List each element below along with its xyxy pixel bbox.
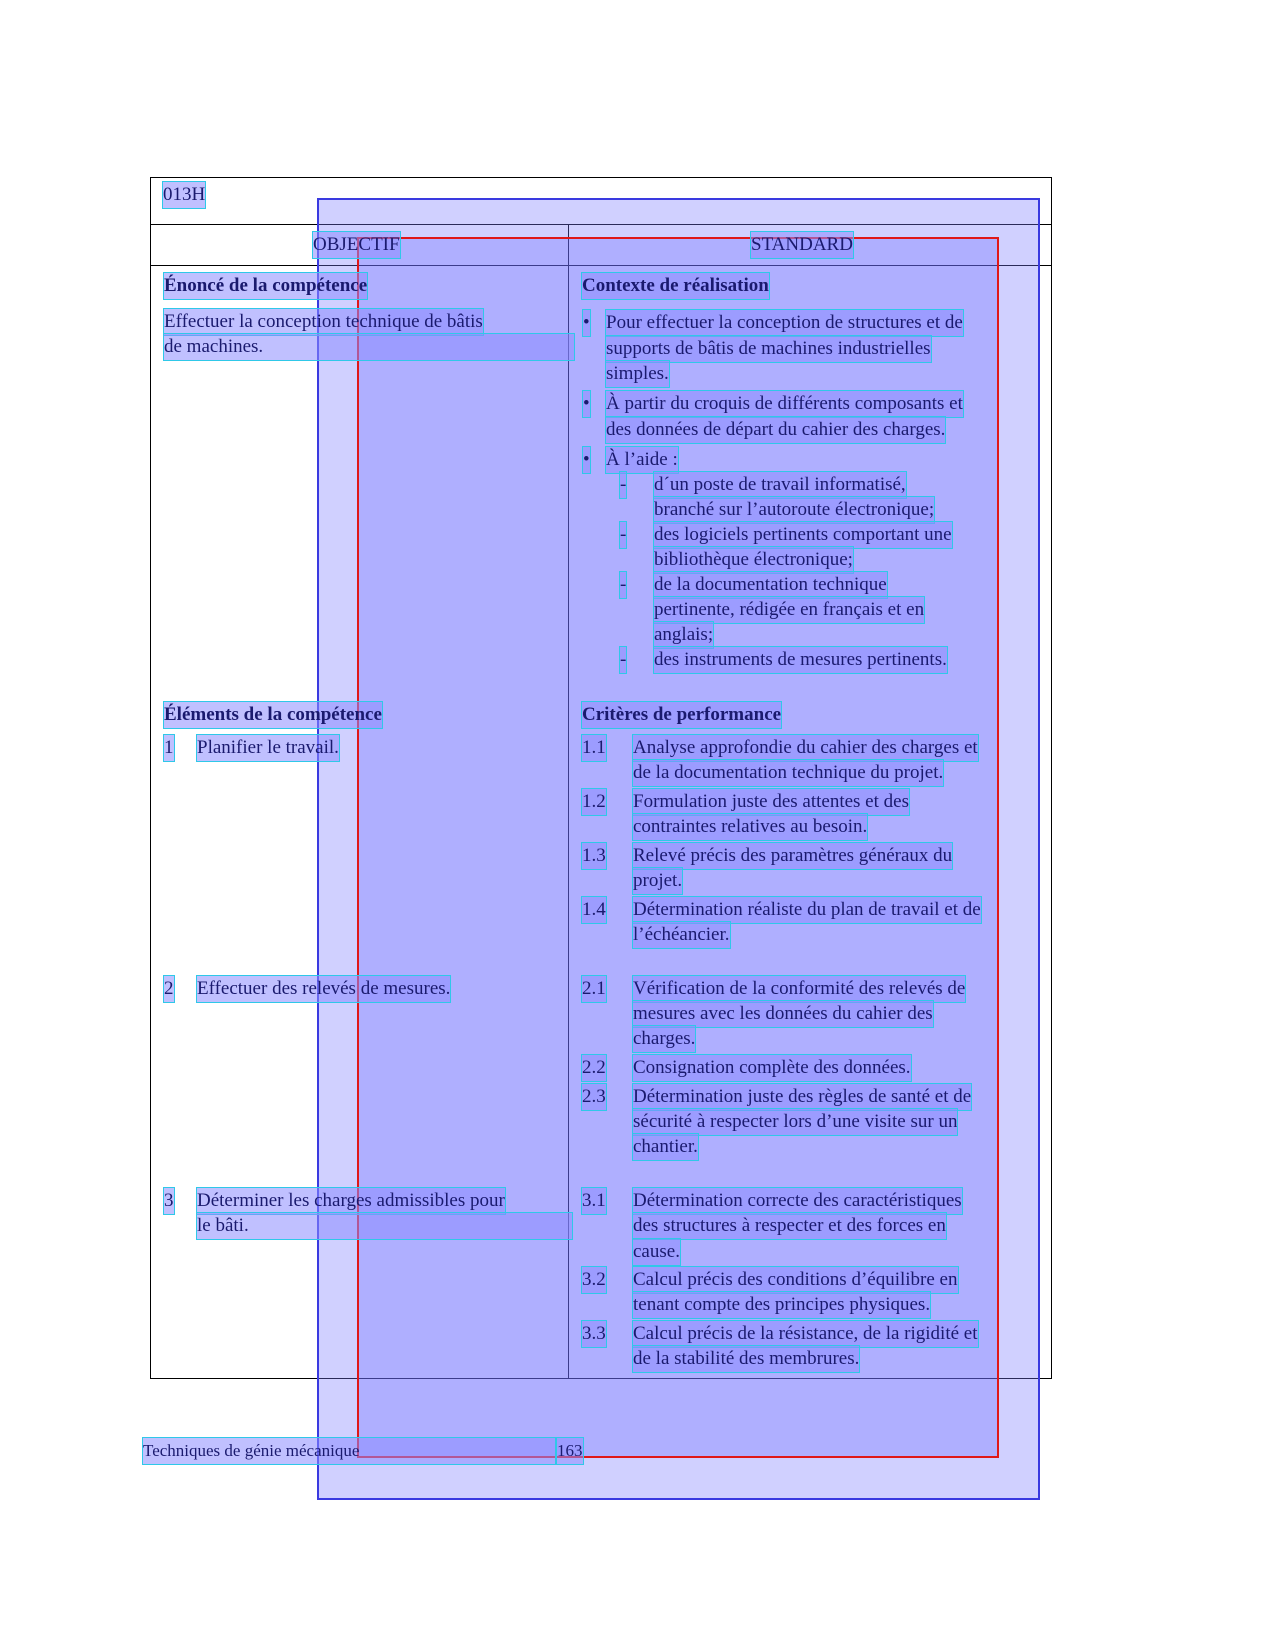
element-3-line-2: le bâti. xyxy=(197,1213,572,1239)
contexte-s1-line-1: d´un poste de travail informatisé, xyxy=(654,472,906,498)
contexte-b1-line-1: Pour effectuer la conception de structures et de xyxy=(606,310,963,336)
contexte-s4-line-1: des instruments de mesures pertinents. xyxy=(654,647,947,673)
critere-1-2-line-2: contraintes relatives au besoin. xyxy=(633,814,867,840)
column-header-standard: STANDARD xyxy=(751,232,853,258)
critere-number: 2.3 xyxy=(582,1084,606,1110)
critere-1-2-line-1: Formulation juste des attentes et des xyxy=(633,789,909,815)
contexte-s3-line-3: anglais; xyxy=(654,622,713,648)
critere-1-3-line-1: Relevé précis des paramètres généraux du xyxy=(633,843,952,869)
enonce-title: Énoncé de la compétence xyxy=(164,273,367,299)
critere-2-1-line-3: charges. xyxy=(633,1026,695,1052)
bullet-marker: • xyxy=(583,310,590,336)
elements-title: Éléments de la compétence xyxy=(164,702,382,728)
critere-3-1-line-3: cause. xyxy=(633,1239,680,1265)
contexte-s2-line-2: bibliothèque électronique; xyxy=(654,547,853,573)
critere-number: 3.3 xyxy=(582,1321,606,1347)
competence-code: 013H xyxy=(163,182,205,208)
critere-1-1-line-1: Analyse approfondie du cahier des charges et xyxy=(633,735,978,761)
contexte-s3-line-2: pertinente, rédigée en français et en xyxy=(654,597,924,623)
footer-program-title: Techniques de génie mécanique xyxy=(143,1438,555,1464)
critere-number: 3.2 xyxy=(582,1267,606,1293)
bullet-marker: • xyxy=(583,391,590,417)
contexte-s2-line-1: des logiciels pertinents comportant une xyxy=(654,522,952,548)
contexte-b2-line-1: À partir du croquis de différents composants et xyxy=(606,391,963,417)
dash-marker: - xyxy=(620,522,626,548)
contexte-s1-line-2: branché sur l’autoroute électronique; xyxy=(654,497,934,523)
criteres-title: Critères de performance xyxy=(582,702,781,728)
dash-marker: - xyxy=(620,472,626,498)
critere-2-3-line-1: Détermination juste des règles de santé et de xyxy=(633,1084,971,1110)
critere-2-3-line-2: sécurité à respecter lors d’une visite sur un xyxy=(633,1109,957,1135)
element-3-line-1: Déterminer les charges admissibles pour xyxy=(197,1188,505,1214)
critere-2-3-line-3: chantier. xyxy=(633,1134,698,1160)
critere-1-4-line-1: Détermination réaliste du plan de travail et de xyxy=(633,897,981,923)
critere-3-3-line-2: de la stabilité des membrures. xyxy=(633,1346,859,1372)
critere-3-1-line-2: des structures à respecter et des forces en xyxy=(633,1213,946,1239)
critere-number: 2.2 xyxy=(582,1055,606,1081)
element-1-number: 1 xyxy=(164,735,174,761)
enonce-line-1: Effectuer la conception technique de bâtis xyxy=(164,309,483,335)
critere-number: 1.2 xyxy=(582,789,606,815)
contexte-b1-line-3: simples. xyxy=(606,361,669,387)
critere-1-4-line-2: l’échéancier. xyxy=(633,922,730,948)
critere-number: 3.1 xyxy=(582,1188,606,1214)
contexte-b1-line-2: supports de bâtis de machines industrielles xyxy=(606,336,931,362)
footer-page-number: 163 xyxy=(557,1438,583,1464)
critere-1-3-line-2: projet. xyxy=(633,868,682,894)
element-3-number: 3 xyxy=(164,1188,174,1214)
critere-number: 1.3 xyxy=(582,843,606,869)
element-2-text: Effectuer des relevés de mesures. xyxy=(197,976,450,1002)
element-2-number: 2 xyxy=(164,976,174,1002)
contexte-title: Contexte de réalisation xyxy=(582,273,769,299)
critere-3-2-line-1: Calcul précis des conditions d’équilibre en xyxy=(633,1267,958,1293)
element-1-text: Planifier le travail. xyxy=(197,735,339,761)
column-header-objectif: OBJECTIF xyxy=(313,232,400,258)
critere-1-1-line-2: de la documentation technique du projet. xyxy=(633,760,943,786)
critere-2-1-line-1: Vérification de la conformité des relevés de xyxy=(633,976,965,1002)
contexte-b3: À l’aide : xyxy=(606,447,678,473)
critere-3-1-line-1: Détermination correcte des caractéristiques xyxy=(633,1188,962,1214)
critere-3-3-line-1: Calcul précis de la résistance, de la rigidité et xyxy=(633,1321,978,1347)
dash-marker: - xyxy=(620,647,626,673)
critere-2-1-line-2: mesures avec les données du cahier des xyxy=(633,1001,933,1027)
critere-number: 1.1 xyxy=(582,735,606,761)
critere-number: 2.1 xyxy=(582,976,606,1002)
enonce-line-2: de machines. xyxy=(164,334,574,360)
contexte-b2-line-2: des données de départ du cahier des charges. xyxy=(606,417,945,443)
critere-number: 1.4 xyxy=(582,897,606,923)
bullet-marker: • xyxy=(583,447,590,473)
critere-2-2-line-1: Consignation complète des données. xyxy=(633,1055,911,1081)
critere-3-2-line-2: tenant compte des principes physiques. xyxy=(633,1292,930,1318)
dash-marker: - xyxy=(620,572,626,598)
contexte-s3-line-1: de la documentation technique xyxy=(654,572,887,598)
